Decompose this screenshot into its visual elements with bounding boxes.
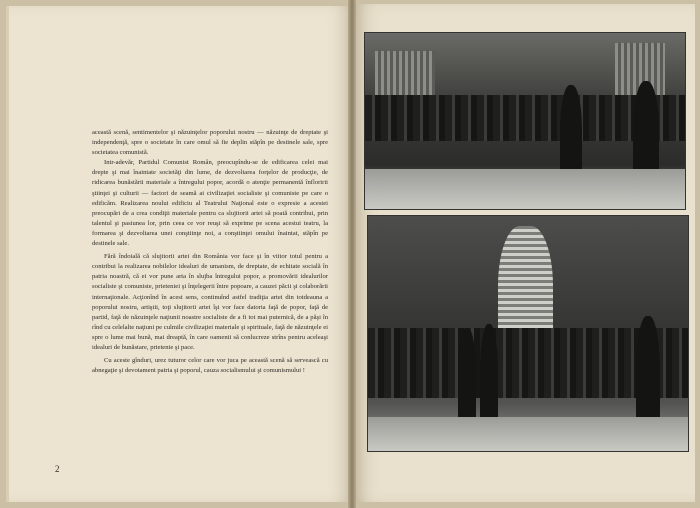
photo-floor	[368, 417, 688, 451]
paragraph-3: Fără îndoială că slujitorii artei din România vor face şi în viitor totul pentru a contribui la realizarea nobilelor idealuri de umanism, de dreptate, de echitate socială în patria noastră, că ei vor pune arta în slujba întregului popor, a promovării idealurilor socialiste şi comuniste, prieteniei şi înţelegerii între popoare, a cauzei păcii şi colaborării internaţionale. Acţionînd în acest sens, continuînd astfel tradiţia artei din totdeauna a poporului nostru, artiştii, toţi slujitorii artei îşi vor face datoria faţă de popor, faţă de partid, faţă de năzuinţele naţiunii noastre socialiste de a fi tot mai puternică, de a păşi în rînd cu celelalte naţiuni pe culmile civilizaţiei materiale şi spirituale, faţă de năzuinţele ei spre o lume mai bună, mai dreaptă, în care oamenii să conlucreze strîns pentru aceleaşi idealuri de bunăstare, prietenie şi pace.	[92, 253, 328, 351]
paragraph-2: Intr-adevăr, Partidul Comunist Român, preocupîndu-se de edificarea celei mai drepte şi mai înaintate societăţi din lume, de dezvoltarea forţelor de producţie, de ridicarea bunăstării materiale a întregului popor, acordă o atenţie permanentă înfloririi ştiinţei şi culturii — factori de seamă ai civilizaţiei socialiste şi comuniste pe care o edificăm. Realizarea noului edificiu al Teatrului Naţional este o expresie a acestei preocupări de a crea condiţii materiale pentru ca slujitorii artei să poată contribui, prin talentul şi pasiunea lor, prin ceea ce vor reuşi să exprime pe scena acestui teatru, la formarea şi dezvoltarea unei conştiinţe noi, a conştiinţei omului înaintat, stăpîn pe destinele sale.	[92, 159, 328, 248]
page-number: 2	[55, 464, 60, 474]
photo-floor	[365, 169, 685, 209]
paragraph-1: această scenă, sentimentelor şi năzuinţelor poporului nostru — năzuinţe de dreptate şi independenţă, spre o societate în care omul să fie deplin stăpîn pe destinele sale, spre societatea comunistă.	[92, 129, 328, 157]
book-gutter	[348, 0, 356, 508]
paragraph-4: Cu aceste gînduri, urez tuturor celor care vor juca pe această scenă să servească cu abnegaţie şi devotament patria şi poporul, cauza socialismului şi comunismului !	[92, 357, 328, 375]
article-text	[92, 128, 328, 376]
bottom-photo	[367, 215, 689, 452]
photo-figure	[458, 328, 476, 428]
top-photo	[364, 32, 686, 210]
photo-figure	[480, 324, 498, 432]
